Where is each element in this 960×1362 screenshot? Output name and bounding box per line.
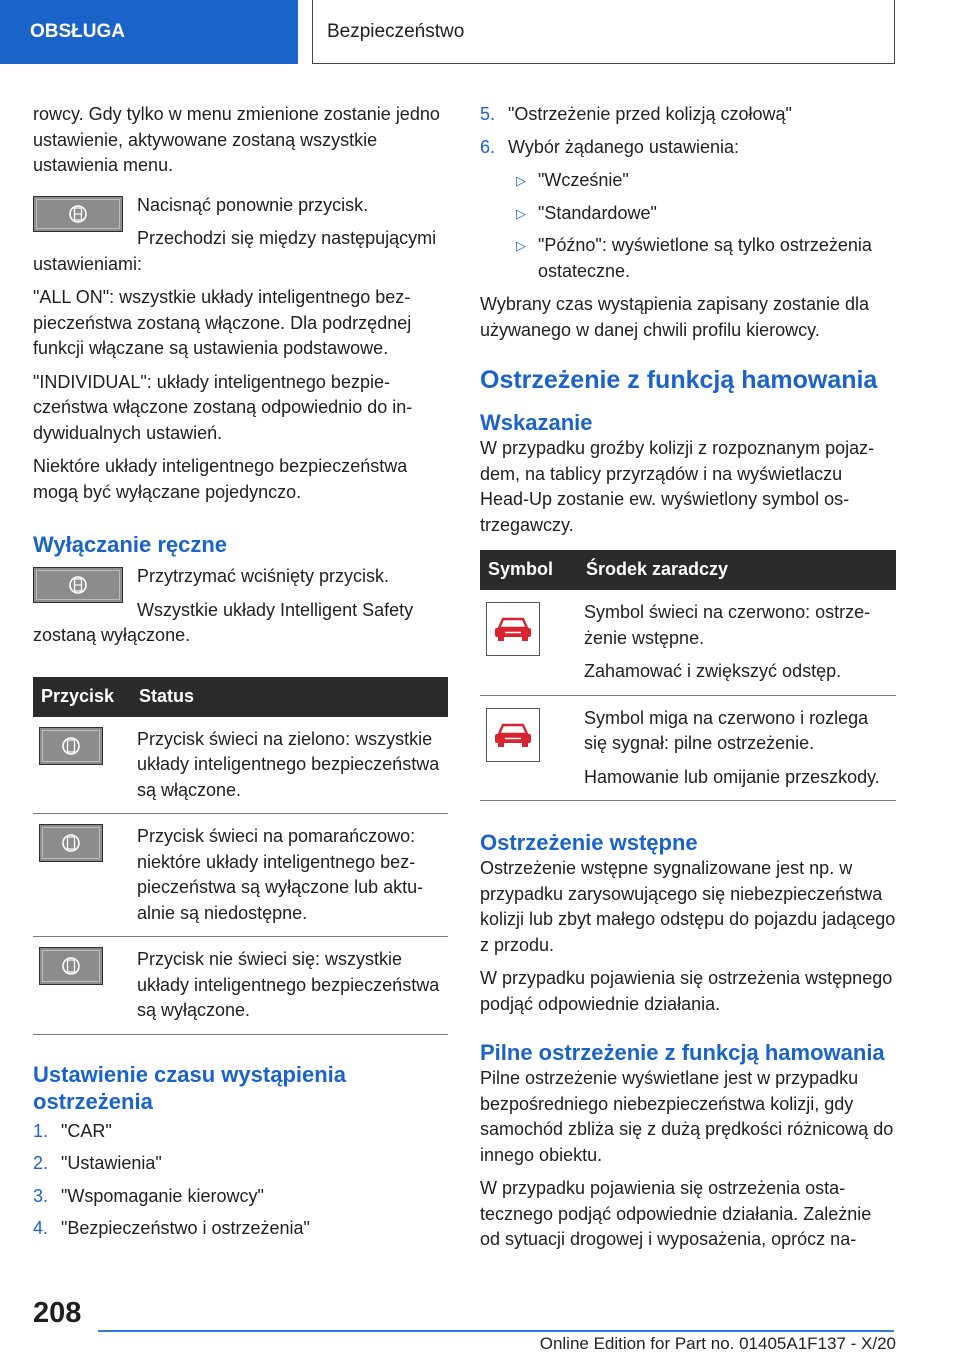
- triangle-bullet-icon: ▷: [516, 238, 526, 253]
- table-row: [33, 717, 448, 814]
- status-cell: Przycisk świeci na pomarańczowo: niektóre układy inteligentnego bezpieczeństwa są wyłączone lub aktualnie są niedostępne.: [131, 814, 448, 937]
- triangle-bullet-icon: ▷: [516, 173, 526, 188]
- table-header-status: Status: [131, 677, 448, 717]
- timing-steps: [33, 1119, 448, 1242]
- table-header-button: Przycisk: [33, 677, 131, 717]
- action-cell: Symbol miga na czerwono i rozlega się sygnał: pilne ostrzeżenie. Hamowanie lub omijanie przeszkody.: [578, 695, 896, 801]
- press-again-text: Nacisnąć ponownie przycisk.: [137, 194, 369, 215]
- action-cell: Symbol świeci na czerwono: ostrzeżenie wstępne. Zahamować i zwiększyć odstęp.: [578, 590, 896, 695]
- symbol-table: [480, 550, 896, 801]
- manual-off-heading: Wyłączanie ręczne: [33, 532, 228, 557]
- car-warning-icon: [486, 708, 540, 762]
- list-item: 1. "CAR": [33, 1120, 112, 1141]
- pre-warning-heading: Ostrzeżenie wstępne: [480, 830, 698, 855]
- table-row: [33, 814, 448, 937]
- timing-heading: Ustawienie czasu wystąpienia ostrzeżenia: [33, 1061, 347, 1114]
- table-row: [480, 695, 896, 801]
- button-orange-icon: [39, 824, 103, 862]
- braking-warning-heading: Ostrzeżenie z funkcją hamowania: [480, 366, 878, 394]
- pre-warning-text-2: W przypadku pojawienia się ostrzeżenia wstępnego podjąć odpowiednie działania.: [480, 968, 893, 1014]
- table-header-symbol: Symbol: [480, 550, 578, 590]
- table-row: [480, 590, 896, 695]
- list-item: ▷ "Standardowe": [480, 201, 896, 227]
- urgent-warning-text-2: W przypadku pojawienia się ostrzeżenia ostatecznego podjąć odpowiednie działania. Zależnie od sytuacji drogowej i wyposażenia, oprócz na-: [480, 1178, 872, 1249]
- indication-text: W przypadku groźby kolizji z rozpoznanym pojazdem, na tablicy przyrządów i na wyświetlaczu Head-Up zostanie ew. wyświetlony symbol ostrzegawczy.: [480, 438, 875, 535]
- button-status-table: [33, 677, 448, 1035]
- left-column: [33, 102, 448, 1250]
- setting-options: [480, 168, 896, 284]
- hold-text: Przytrzymać wciśnięty przycisk.: [137, 566, 390, 586]
- chapter-title: Bezpieczeństwo: [312, 0, 895, 64]
- list-item: 6. Wybór żądanego ustawienia:: [480, 136, 739, 157]
- urgent-warning-text-1: Pilne ostrzeżenie wyświetlane jest w przypadku bezpośredniego niebezpieczeństwa kolizji, gdy samochód zbliża się z dużą prędkości różnicową do innego obiektu.: [480, 1068, 894, 1165]
- list-item: 5. "Ostrzeżenie przed kolizją czołową": [480, 104, 792, 124]
- page-number: 208: [33, 1297, 82, 1329]
- list-item: ▷ "Wcześnie": [480, 168, 896, 194]
- edition-text: Online Edition for Part no. 01405A1F137 - X/20: [539, 1334, 896, 1353]
- all-off-text: Wszystkie układy Intelligent Safety zostaną wyłączone.: [33, 599, 414, 645]
- all-on-text: "ALL ON": wszystkie układy inteligentnego bezpieczeństwa zostaną włączone. Dla podrzędnej funkcji włączane są ustawienia podstawowe.: [33, 287, 412, 358]
- intelligent-safety-button-icon: [33, 196, 123, 232]
- button-green-icon: [39, 727, 103, 765]
- list-item: ▷ "Późno": wyświetlone są tylko ostrzeżenia ostateczne.: [480, 233, 896, 284]
- cycle-text: Przechodzi się między następującymi ustawieniami:: [33, 228, 437, 274]
- urgent-warning-heading: Pilne ostrzeżenie z funkcją hamowania: [480, 1040, 885, 1065]
- right-column: [480, 102, 896, 1261]
- indication-heading: Wskazanie: [480, 410, 593, 435]
- timing-steps-continued: [480, 102, 896, 160]
- list-item: 4. "Bezpieczeństwo i ostrzeżenia": [33, 1218, 310, 1238]
- section-tab: OBSŁUGA: [0, 0, 298, 64]
- status-cell: Przycisk nie świeci się: wszystkie układy inteligentnego bezpieczeństwa są wyłączone.: [131, 937, 448, 1035]
- footer-divider: [98, 1330, 894, 1332]
- intelligent-safety-button-icon: [33, 567, 123, 603]
- some-off-text: Niektóre układy inteligentnego bezpieczeństwa mogą być wyłączane pojedynczo.: [33, 456, 408, 502]
- triangle-bullet-icon: ▷: [516, 205, 526, 221]
- individual-text: "INDIVIDUAL": układy inteligentnego bezpieczeństwa włączone zostaną odpowiednio do indywidualnych ustawień.: [33, 371, 413, 443]
- intro-paragraph: rowcy. Gdy tylko w menu zmienione zostanie jedno ustawienie, aktywowane zostaną wszystkie ustawienia menu.: [33, 104, 440, 175]
- press-again-block: [33, 193, 448, 286]
- list-item: 3. "Wspomaganie kierowcy": [33, 1185, 264, 1206]
- status-cell: Przycisk świeci na zielono: wszystkie układy inteligentnego bezpieczeństwa są włączone.: [131, 717, 448, 814]
- table-row: [33, 937, 448, 1035]
- car-warning-icon: [486, 602, 540, 656]
- table-header-action: Środek zaradczy: [578, 550, 896, 590]
- saved-text: Wybrany czas wystąpienia zapisany zostanie dla używanego w danej chwili profilu kierowcy.: [480, 294, 870, 340]
- button-off-icon: [39, 947, 103, 985]
- pre-warning-text-1: Ostrzeżenie wstępne sygnalizowane jest np. w przypadku zarysowującego się niebezpieczeństwa kolizji lub zbyt małego odstępu do pojazdu jadącego z przodu.: [480, 858, 896, 955]
- hold-block: [33, 564, 448, 657]
- list-item: 2. "Ustawienia": [33, 1153, 162, 1173]
